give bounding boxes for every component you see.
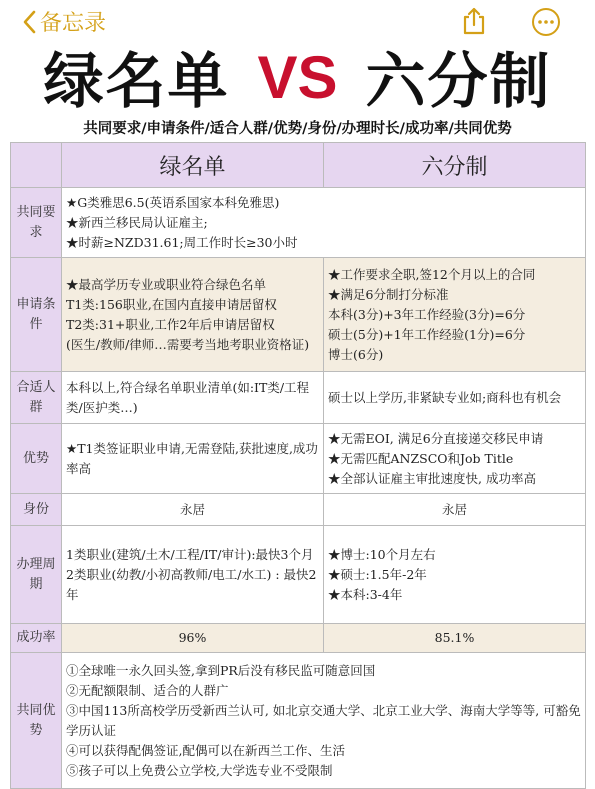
share-icon [460,6,488,36]
title-six-point: 六分制 [365,47,552,117]
list-item: ★T1类签证职业申请,无需登陆,获批速度,成功率高 [66,440,318,476]
list-item: ★时薪≥NZD31.61;周工作时长≥30小时 [66,234,298,250]
list-item: 2类职业(幼教/小初高教师/电工/水工) : 最快2年 [66,566,317,602]
title-green-list: 绿名单 [43,47,230,117]
success-six-cell: 85.1% [324,624,586,653]
list-item: ①全球唯一永久回头签,拿到PR后没有移民监可随意回国 [66,662,376,678]
duration-green-cell [62,526,324,624]
title-vs: VS [257,43,338,111]
back-button[interactable] [22,6,106,37]
common-requirements-cell [62,188,586,258]
status-green-cell: 永居 [62,494,324,526]
header-green-list: 绿名单 [62,143,324,188]
conditions-green-cell [62,258,324,372]
list-item: ★硕士:1.5年-2年 [328,566,427,582]
subtitle: 共同要求/申请条件/适合人群/优势/身份/办理时长/成功率/共同优势 [83,121,512,137]
header-six-point: 六分制 [324,143,586,188]
common-advantages-cell [62,653,586,789]
row-label: 共同要求 [11,188,62,258]
suitable-six-cell: 硕士以上学历,非紧缺专业如;商科也有机会 [324,372,586,424]
list-item: ★工作要求全职,签12个月以上的合同 [328,266,536,282]
row-label: 申请条件 [11,258,62,372]
row-duration [11,526,586,624]
list-item: ★最高学历专业或职业符合绿色名单 [66,276,267,292]
status-six-cell: 永居 [324,494,586,526]
suitable-green-cell: 本科以上,符合绿名单职业清单(如:IT类/工程类/医护类…) [62,372,324,424]
page-title [0,42,595,117]
list-item: ★新西兰移民局认证雇主; [66,214,208,230]
list-item: 本科(3分)+3年工作经验(3分)=6分 [328,306,526,322]
list-item: ⑤孩子可以上免费公立学校,大学选专业不受限制 [66,762,333,778]
list-item: ★博士:10个月左右 [328,546,436,562]
row-common-advantages [11,653,586,789]
row-success-rate [11,624,586,653]
header-corner [11,143,62,188]
list-item: ②无配额限制、适合的人群广 [66,682,229,698]
list-item: ★全部认证雇主审批速度快, 成功率高 [328,470,536,486]
advantages-six-cell [324,424,586,494]
advantages-green-cell [62,424,324,494]
row-label: 办理周期 [11,526,62,624]
row-label: 优势 [11,424,62,494]
chevron-left-icon [22,10,36,34]
list-item: ④可以获得配偶签证,配偶可以在新西兰工作、生活 [66,742,345,758]
row-conditions [11,258,586,372]
list-item: ★G类雅思6.5(英语系国家本科免雅思) [66,194,280,210]
row-status [11,494,586,526]
table-header-row [11,143,586,188]
success-green-cell: 96% [62,624,324,653]
row-label: 合适人群 [11,372,62,424]
list-item: ★本科:3-4年 [328,586,403,602]
row-advantages [11,424,586,494]
list-item: ★无需EOI, 满足6分直接递交移民申请 [328,430,544,446]
list-item: 1类职业(建筑/土木/工程/IT/审计):最快3个月 [66,546,314,562]
back-label: 备忘录 [40,11,107,36]
list-item: ★无需匹配ANZSCO和Job Title [328,450,514,466]
row-suitable [11,372,586,424]
row-label: 共同优势 [11,653,62,789]
row-label: 成功率 [11,624,62,653]
list-item: ③中国113所高校学历受新西兰认可, 如北京交通大学、北京工业大学、海南大学等等, 可豁免学历认证 [66,702,581,738]
comparison-table [10,142,586,789]
row-common-requirements [11,188,586,258]
duration-six-cell [324,526,586,624]
list-item: (医生/教师/律师…需要考当地考职业资格证) [66,336,310,352]
list-item: ★满足6分制打分标准 [328,286,449,302]
row-label: 身份 [11,494,62,526]
list-item: T2类:31+职业,工作2年后申请居留权 [66,316,275,332]
list-item: 博士(6分) [328,346,384,362]
list-item: T1类:156职业,在国内直接申请居留权 [66,296,277,312]
conditions-six-cell [324,258,586,372]
list-item: 硕士(5分)+1年工作经验(1分)=6分 [328,326,526,342]
